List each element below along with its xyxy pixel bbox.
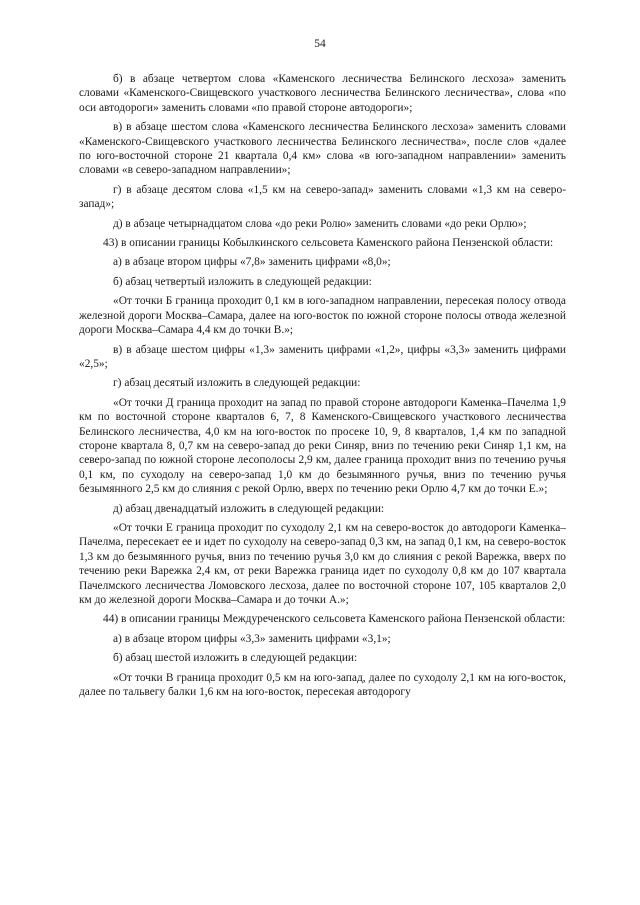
paragraph: б) абзац четвертый изложить в следующей редакции:	[113, 275, 372, 288]
paragraph: «От точки Е граница проходит по суходолу 2,1 км на северо-восток до автодороги Каменка–Пачелма, пересекает ее и идет по суходолу на северо-запад 0,3 км, на запад 0,1 км, на северо-восток 1,3 км до безымянного ручья, вниз по течению ручья 3,0 км до слияния с рекой Варежка, вверх по течению реки Варежка 2,4 км, от реки Варежка граница идет по суходолу 0,8 км до 107 квартала Пачелмского лесничества Ломовского лесхоза, далее по восточной стороне 107, 105 кварталов 2,0 км до железной дороги Москва–Самара и до точки А.»;	[79, 521, 566, 606]
list-item-heading: 43) в описании границы Кобылкинского сельсовета Каменского района Пензенской области:	[103, 237, 554, 250]
paragraph: г) в абзаце десятом слова «1,5 км на северо-запад» заменить словами «1,3 км на северо-запад»;	[79, 183, 566, 211]
paragraph: «От точки Д граница проходит на запад по правой стороне автодороги Каменка–Пачелма 1,9 км по восточной стороне кварталов 6, 7, 8 Каменского-Свищевского участкового лесничества Белинского лесничества, 4,0 км на юго-восток по просеке 10, 9, 8 кварталов, 1,4 км по западной стороне квартала 8, 0,7 км на северо-запад до реки Синяр, вниз по течению реки Синяр 1,1 км, на северо-запад по южной стороне лесополосы 2,9 км, далее граница проходит вниз по течению ручья 0,1 км, по суходолу на северо-запад 1,0 км до безымянного ручья, вниз по течению ручья безымянного 2,5 км до слияния с рекой Орлю, вверх по течению реки Орлю 4,7 км до точки Е.»;	[79, 396, 566, 496]
paragraph: а) в абзаце втором цифры «7,8» заменить цифрами «8,0»;	[113, 256, 391, 269]
list-item-heading: 44) в описании границы Междуреченского сельсовета Каменского района Пензенской области:	[103, 613, 566, 626]
paragraph: «От точки Б граница проходит 0,1 км в юго-западном направлении, пересекая полосу отвода железной дороги Москва–Самара, далее на юго-восток по южной стороне полосы отвода железной дороги Москва–Самара 4,4 км до точки В.»;	[79, 295, 566, 337]
page-number: 54	[314, 38, 326, 50]
paragraph: а) в абзаце втором цифры «3,3» заменить цифрами «3,1»;	[113, 632, 391, 645]
paragraph: б) абзац шестой изложить в следующей редакции:	[113, 652, 358, 665]
paragraph: д) в абзаце четырнадцатом слова «до реки Ролю» заменить словами «до реки Орлю»;	[113, 217, 527, 230]
paragraph: д) абзац двенадцатый изложить в следующей редакции:	[113, 502, 385, 515]
document-body	[79, 72, 566, 704]
paragraph: г) абзац десятый изложить в следующей редакции:	[113, 377, 361, 390]
paragraph: в) в абзаце шестом цифры «1,3» заменить цифрами «1,2», цифры «3,3» заменить цифрами «2,5»;	[79, 343, 566, 370]
paragraph: «От точки В граница проходит 0,5 км на юго-запад, далее по суходолу 2,1 км на юго-восток, далее по тальвегу балки 1,6 км на юго-восток, пересекая автодорогу	[79, 671, 566, 699]
paragraph: б) в абзаце четвертом слова «Каменского лесничества Белинского лесхоза» заменить словами «Каменского-Свищевского участкового лесничества Белинского лесничества», слова «по оси автодороги» заменить словами «по правой стороне автодороги»;	[79, 73, 566, 114]
paragraph: в) в абзаце шестом слова «Каменского лесничества Белинского лесхоза» заменить словами «Каменского-Свищевского участкового лесничества Белинского лесничества», после слов «далее по юго-восточной стороне 21 квартала 0,4 км» слова «в юго-западном направлении» заменить словами «в северо-западном направлении»;	[79, 121, 566, 177]
